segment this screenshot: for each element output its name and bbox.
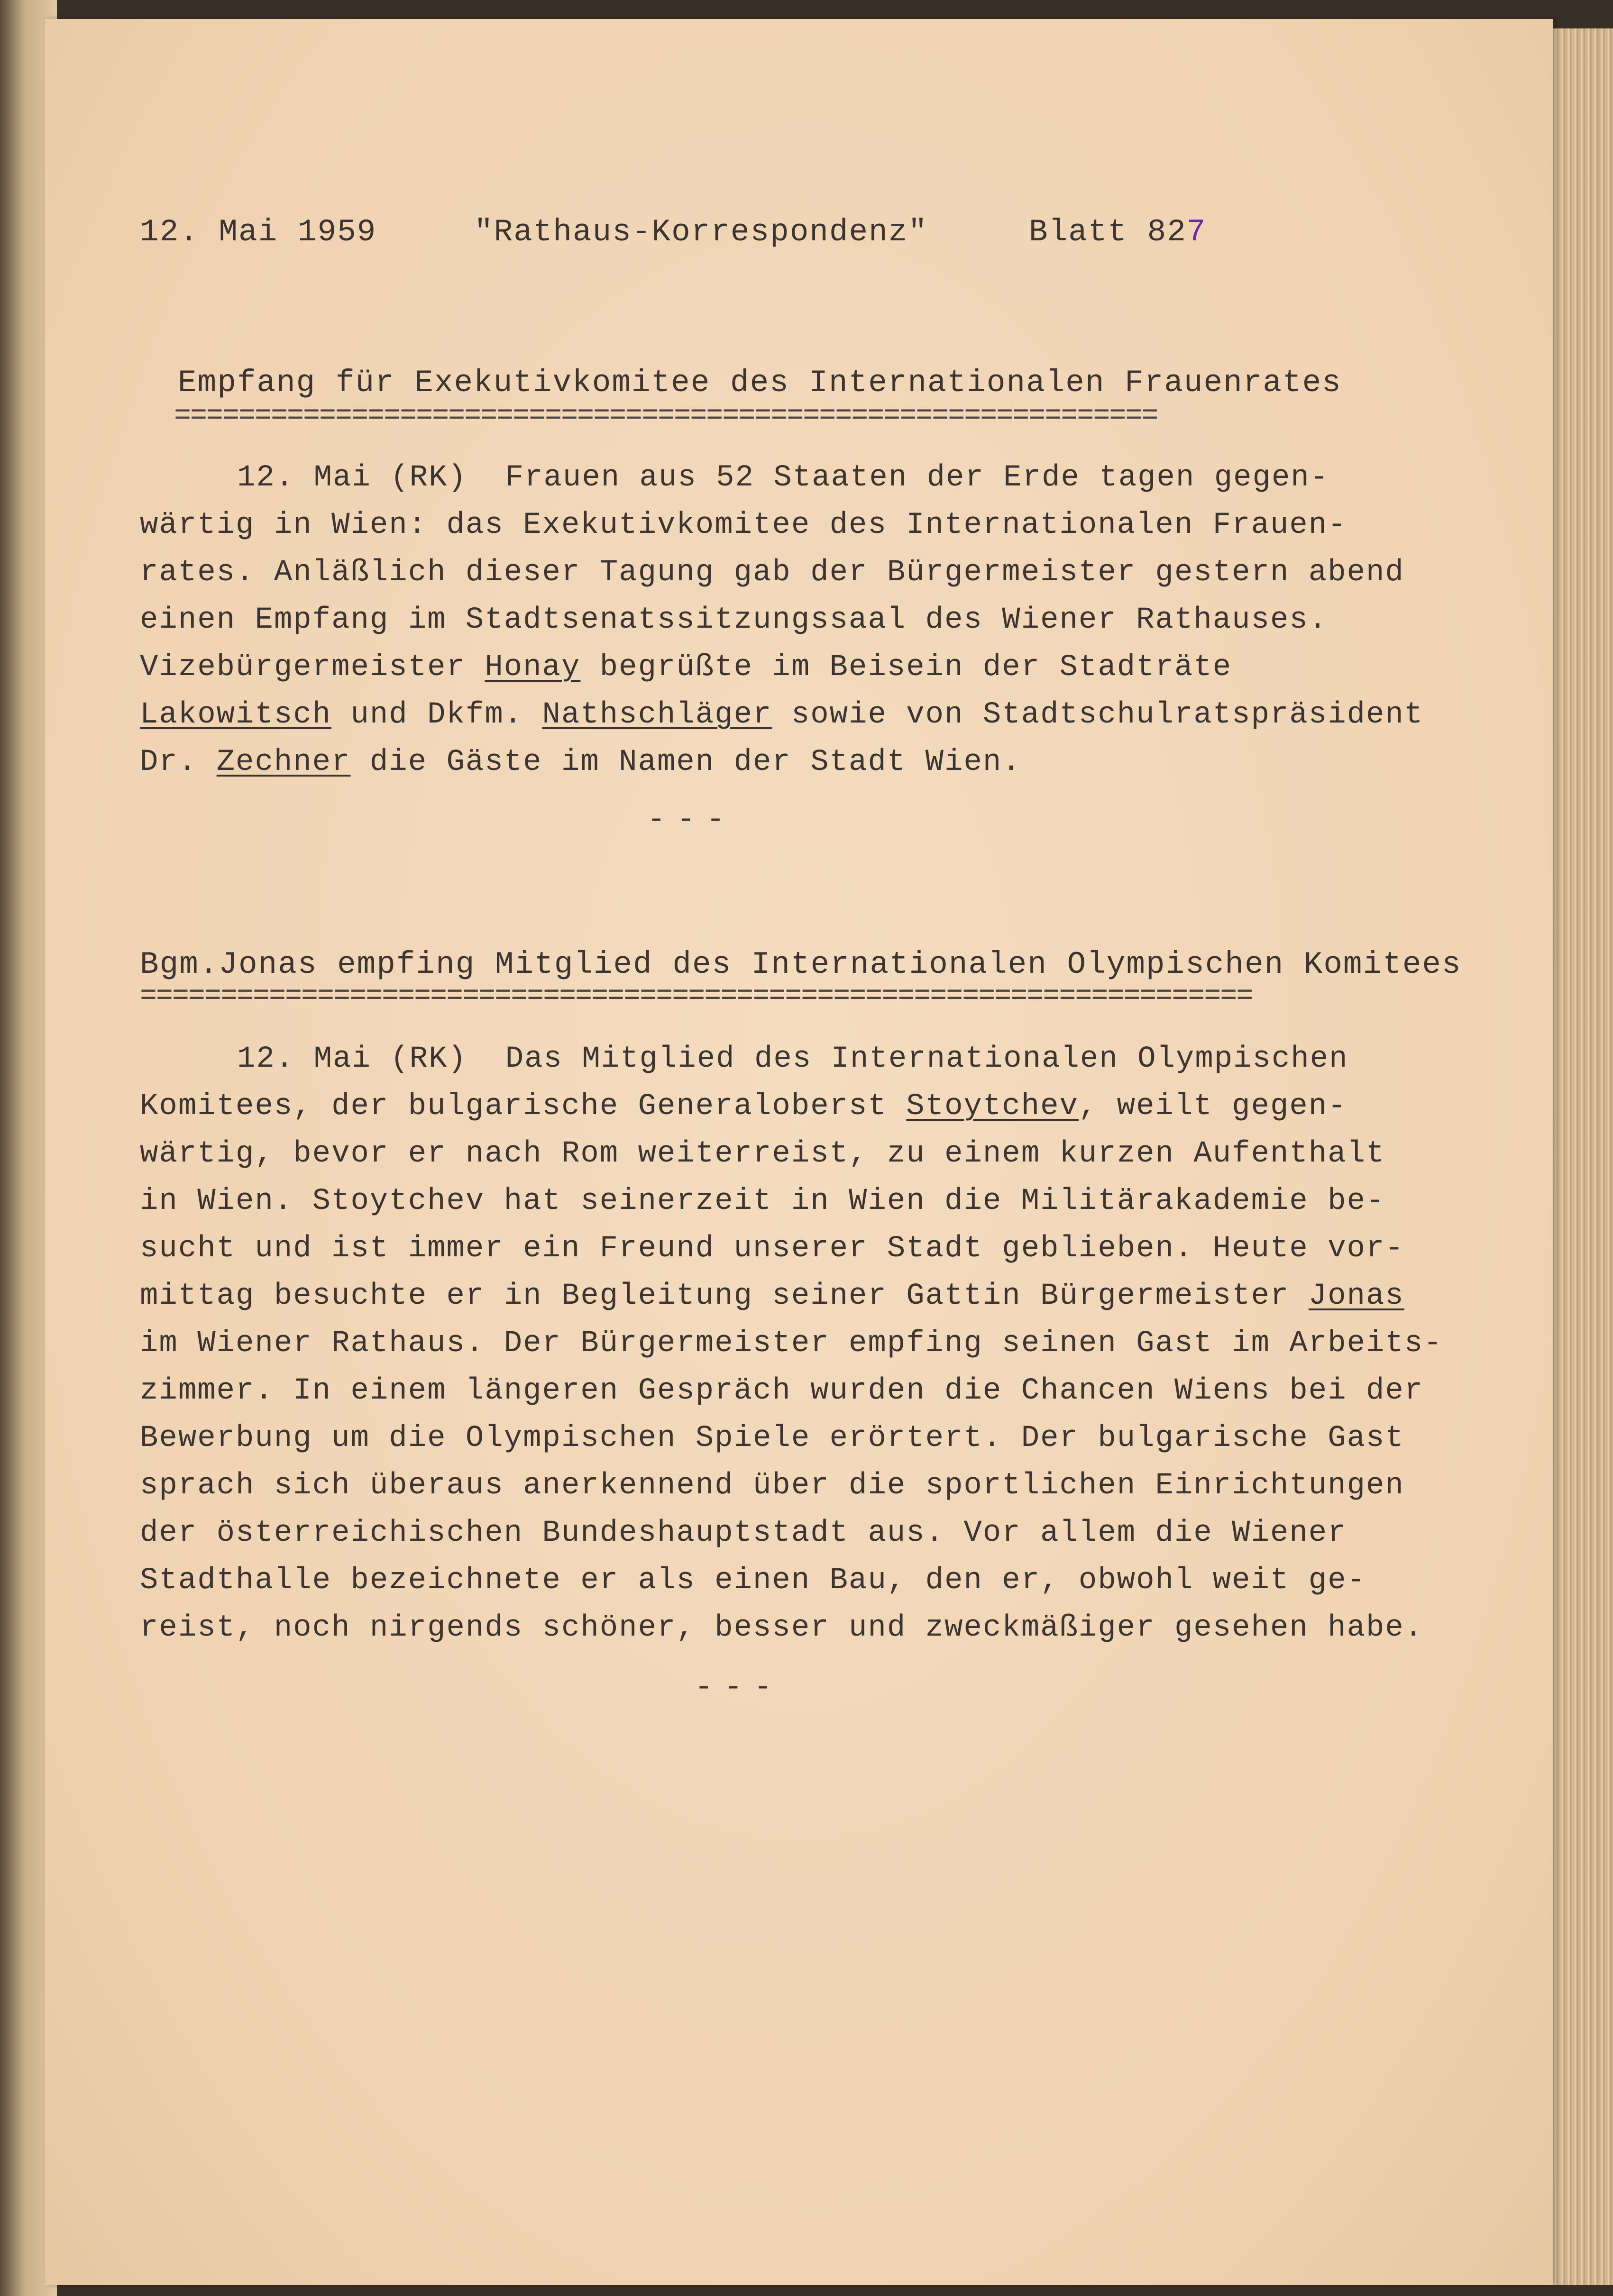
article2-line-3: wärtig, bevor er nach Rom weiterreist, zu einem kurzen Aufenthalt: [140, 1137, 1385, 1171]
article2-line-7: im Wiener Rathaus. Der Bürgermeister empfing seinen Gast im Arbeits-: [140, 1326, 1443, 1361]
article2-line-1: 12. Mai (RK) Das Mitglied des Internationalen Olympischen: [237, 1042, 1348, 1076]
header-date: 12. Mai 1959: [140, 214, 377, 250]
article2-line-5: sucht und ist immer ein Freund unserer Stadt geblieben. Heute vor-: [140, 1232, 1404, 1266]
article1-line-6: Lakowitsch und Dkfm. Nathschläger sowie von Stadtschulratspräsident: [140, 698, 1424, 732]
header-sheet: [1029, 209, 1206, 256]
article1-line-2: wärtig in Wien: das Exekutivkomitee des Internationalen Frauen-: [140, 508, 1347, 542]
article1-line-7: Dr. Zechner die Gäste im Namen der Stadt Wien.: [140, 745, 1021, 779]
name-honay: Honay: [485, 650, 581, 685]
article1-line-1: 12. Mai (RK) Frauen aus 52 Staaten der Erde tagen gegen-: [237, 461, 1329, 495]
name-nathschlaeger: Nathschläger: [542, 698, 772, 732]
article2-line-2: Komitees, der bulgarische Generaloberst Stoytchev, weilt gegen-: [140, 1089, 1347, 1124]
name-zechner: Zechner: [216, 745, 351, 779]
article2-separator: ---: [695, 1671, 784, 1705]
sheet-label: Blatt 82: [1029, 214, 1187, 250]
article2-line-11: der österreichischen Bundeshauptstadt aus. Vor allem die Wiener: [140, 1516, 1347, 1550]
article1-line-3: rates. Anläßlich dieser Tagung gab der Bürgermeister gestern abend: [140, 556, 1404, 590]
document-page: [45, 19, 1553, 2285]
article2-line-8: zimmer. In einem längeren Gespräch wurden die Chancen Wiens bei der: [140, 1374, 1424, 1408]
article2-title-rule: =====================================================================: [140, 980, 1253, 1013]
name-lakowitsch: Lakowitsch: [140, 698, 332, 732]
article1-title-rule: =============================================================: [174, 400, 1158, 432]
name-stoytchev: Stoytchev: [906, 1089, 1079, 1124]
article2-line-6: mittag besuchte er in Begleitung seiner Gattin Bürgermeister Jonas: [140, 1279, 1404, 1313]
name-jonas: Jonas: [1308, 1279, 1404, 1313]
article1-line-4: einen Empfang im Stadtsenatssitzungssaal des Wiener Rathauses.: [140, 603, 1328, 637]
article2-line-12: Stadthalle bezeichnete er als einen Bau, den er, obwohl weit ge-: [140, 1564, 1366, 1598]
header-publication: "Rathaus-Korrespondenz": [474, 214, 928, 250]
article2-line-10: sprach sich überaus anerkennend über die sportlichen Einrichtungen: [140, 1469, 1404, 1503]
handwritten-sheet-digit: 7: [1186, 214, 1207, 250]
article2-line-13: reist, noch nirgends schöner, besser und zweckmäßiger gesehen habe.: [140, 1611, 1424, 1645]
article2-line-4: in Wien. Stoytchev hat seinerzeit in Wien die Militärakademie be-: [140, 1184, 1385, 1218]
article1-line-5: Vizebürgermeister Honay begrüßte im Beisein der Stadträte: [140, 650, 1232, 685]
page-edges: [1553, 28, 1613, 2285]
article2-title: Bgm.Jonas empfing Mitglied des Internationalen Olympischen Komitees: [140, 947, 1462, 982]
article1-title: Empfang für Exekutivkomitee des Internationalen Frauenrates: [178, 365, 1342, 401]
article2-line-9: Bewerbung um die Olympischen Spiele erörtert. Der bulgarische Gast: [140, 1421, 1404, 1455]
article1-separator: ---: [647, 803, 736, 837]
